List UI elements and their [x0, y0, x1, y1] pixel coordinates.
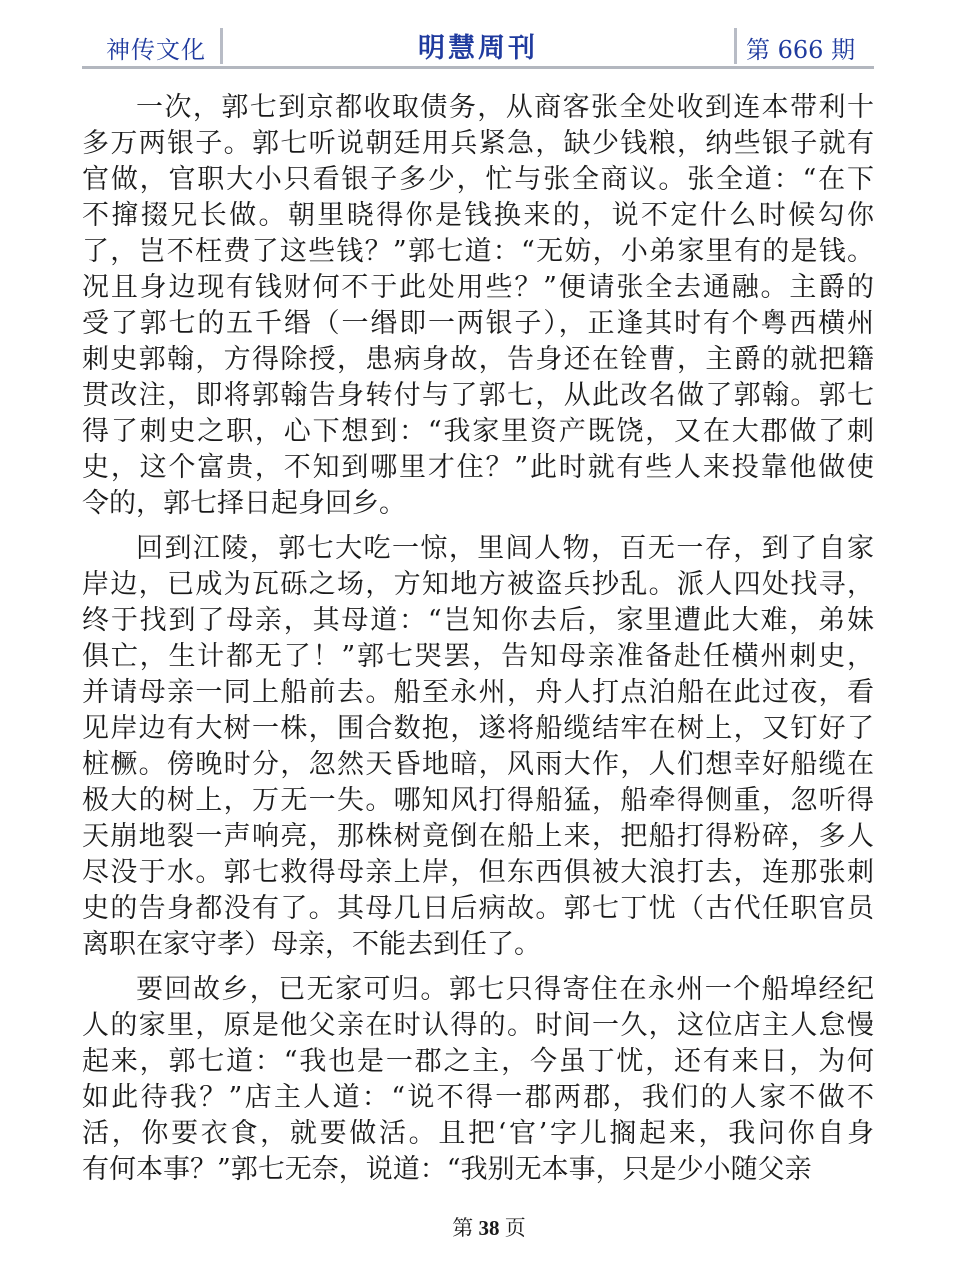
- text-line: 天崩地裂一声响亮，那株树竟倒在船上来，把船打得粉碎，多人: [82, 821, 874, 852]
- text-line: 见岸边有大树一株，围合数抱，遂将船缆结牢在树上，又钉好了: [82, 713, 874, 744]
- text-line: 俱亡，生计都无了！”郭七哭罢，告知母亲准备赴任横州刺史，: [82, 641, 874, 672]
- text-line: 得了刺史之职，心下想到：“我家里资产既饶，又在大郡做了刺: [82, 416, 874, 447]
- text-line: 要回故乡，已无家可归。郭七只得寄住在永州一个船埠经纪: [136, 974, 874, 1005]
- text-line: 并请母亲一同上船前去。船至永州，舟人打点泊船在此过夜，看: [82, 677, 874, 708]
- article-body: [82, 90, 874, 1188]
- text-line: 极大的树上，万无一失。哪知风打得船猛，船牵得侧重，忽听得: [82, 785, 874, 816]
- issue-number: 第 666 期: [746, 36, 856, 64]
- text-line: 令的，郭七择日起身回乡。: [82, 488, 406, 519]
- text-line: 回到江陵，郭七大吃一惊，里闾人物，百无一存，到了自家: [136, 533, 874, 564]
- text-line: 有何本事？”郭七无奈，说道：“我别无本事，只是少小随父亲: [82, 1154, 812, 1185]
- text-line: 活，你要衣食，就要做活。且把‘官’字儿搁起来，我问你自身: [82, 1118, 874, 1149]
- text-line: 一次，郭七到京都收取债务，从商客张全处收到连本带利十: [136, 92, 874, 123]
- text-line: 多万两银子。郭七听说朝廷用兵紧急，缺少钱粮，纳些银子就有: [82, 128, 874, 159]
- section-label: 神传文化: [106, 36, 206, 64]
- text-line: 刺史郭翰，方得除授，患病身故，告身还在铨曹，主爵的就把籍: [82, 344, 874, 375]
- text-line: 了，岂不枉费了这些钱？”郭七道：“无妨，小弟家里有的是钱。: [82, 236, 874, 267]
- text-line: 桩橛。傍晚时分，忽然天昏地暗，风雨大作，人们想幸好船缆在: [82, 749, 874, 780]
- text-line: 终于找到了母亲，其母道：“岂知你去后，家里遭此大难，弟妹: [82, 605, 874, 636]
- text-line: 不撺掇兄长做。朝里晓得你是钱换来的，说不定什么时候勾你: [82, 200, 874, 231]
- text-line: 岸边，已成为瓦砾之场，方知地方被盗兵抄乱。派人四处找寻，: [82, 569, 874, 600]
- text-line: 史的告身都没有了。其母几日后病故。郭七丁忧（古代任职官员: [82, 893, 874, 924]
- text-line: 官做，官职大小只看银子多少，忙与张全商议。张全道：“在下: [82, 164, 874, 195]
- page-footer: [0, 1212, 978, 1242]
- text-line: 史，这个富贵，不知到哪里才住？”此时就有些人来投靠他做使: [82, 452, 874, 483]
- header-divider-right: [734, 28, 737, 64]
- publication-title: 明慧周刊: [418, 33, 538, 64]
- page-number: 38: [478, 1216, 500, 1240]
- text-line: 起来，郭七道：“我也是一郡之主，今虽丁忧，还有来日，为何: [82, 1046, 874, 1077]
- text-line: 况且身边现有钱财何不于此处用些？”便请张全去通融。主爵的: [82, 272, 874, 303]
- paragraph: [82, 972, 874, 1188]
- page-number-prefix: 第: [452, 1216, 474, 1240]
- text-line: 受了郭七的五千缗（一缗即一两银子），正逢其时有个粤西横州: [82, 308, 874, 339]
- text-line: 如此待我？”店主人道：“说不得一郡两郡，我们的人家不做不: [82, 1082, 874, 1113]
- paragraph: [82, 531, 874, 963]
- paragraph: [82, 90, 874, 522]
- page-header: [82, 24, 874, 68]
- page-number-suffix: 页: [504, 1216, 526, 1240]
- text-line: 离职在家守孝）母亲，不能去到任了。: [82, 929, 541, 960]
- text-line: 尽没于水。郭七救得母亲上岸，但东西俱被大浪打去，连那张刺: [82, 857, 874, 888]
- text-line: 贯改注，即将郭翰告身转付与了郭七，从此改名做了郭翰。郭七: [82, 380, 874, 411]
- header-rule: [82, 66, 874, 69]
- text-line: 人的家里，原是他父亲在时认得的。时间一久，这位店主人怠慢: [82, 1010, 874, 1041]
